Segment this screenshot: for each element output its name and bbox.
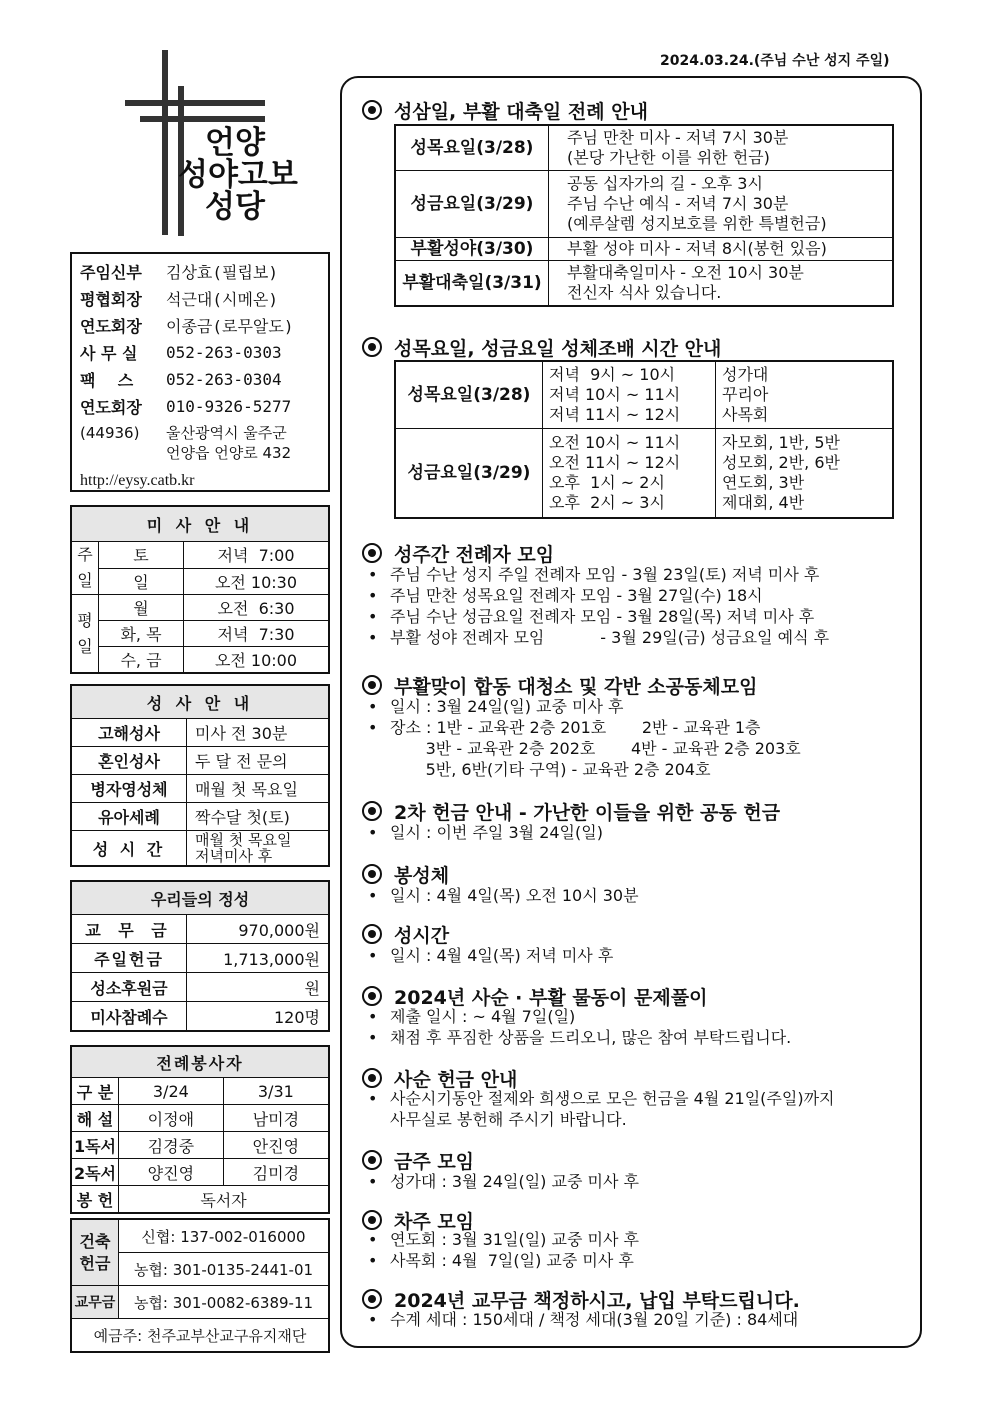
liturgy-detail: (예루살렘 성지보호를 위한 특별헌금) — [567, 214, 827, 233]
sacrament-name: 유아세례 — [71, 803, 187, 831]
logo-text-3: 성당 — [205, 189, 265, 225]
bullet-icon — [362, 864, 382, 884]
server-name: 독서자 — [119, 1186, 330, 1214]
servers-title: 전례봉사자 — [71, 1046, 329, 1078]
list-item: • 연도회 : 3월 31일(일) 교중 미사 후 • 사목회 : 4월 7일(일) 교중 미사 후 — [368, 1230, 639, 1270]
offering-value: 1,713,000원 — [187, 944, 330, 973]
liturgy-detail: 전신자 식사 있습니다. — [567, 283, 722, 302]
mass-day: 일 — [99, 568, 184, 595]
mass-time: 저녁 7:00 — [184, 542, 330, 569]
adoration-day: 성금요일(3/29) — [395, 429, 543, 519]
account-holder: 예금주: 천주교부산교구유지재단 — [71, 1319, 329, 1353]
section-title: 봉성체 — [362, 861, 449, 888]
offerings-title: 우리들의 정성 — [71, 881, 329, 915]
liturgy-detail: (본당 가난한 이를 위한 헌금) — [567, 148, 770, 167]
zip-code: (44936) — [80, 424, 140, 442]
offering-value: 원 — [187, 973, 330, 1002]
offering-name: 주일헌금 — [71, 944, 187, 973]
liturgy-detail: 공동 십자가의 길 - 오후 3시 — [567, 174, 763, 193]
info-label: 팩 스 — [80, 371, 134, 390]
sacrament-value: 저녁미사 후 — [195, 847, 273, 865]
liturgy-servers-table — [70, 1045, 330, 1214]
adoration-group: 꾸리아 — [722, 385, 769, 404]
logo-text-1: 언양 — [205, 125, 265, 161]
offering-name: 미사참례수 — [71, 1002, 187, 1032]
logo-text-2: 성야고보 — [178, 157, 298, 193]
mass-schedule-table — [70, 505, 330, 674]
list-item: • 일시 : 4월 4일(목) 오전 10시 30분 — [368, 886, 639, 905]
servers-head: 구 분 — [71, 1078, 119, 1105]
adoration-time: 저녁 10시 ~ 11시 — [549, 385, 681, 404]
mass-time: 저녁 7:30 — [184, 621, 330, 647]
bullet-icon — [362, 1150, 382, 1170]
adoration-table — [394, 360, 894, 519]
adoration-group: 사목회 — [722, 405, 769, 424]
bullet-icon — [362, 675, 382, 695]
triduum-table — [394, 124, 894, 307]
offerings-table — [70, 880, 330, 1032]
adoration-time: 오후 1시 ~ 2시 — [549, 473, 665, 492]
offering-name: 성소후원금 — [71, 973, 187, 1002]
liturgy-day: 부활성야(3/30) — [395, 238, 549, 261]
adoration-group: 성가대 — [722, 365, 769, 384]
account-number: 신협: 137-002-016000 — [119, 1219, 330, 1253]
info-label: 주임신부 — [80, 263, 142, 282]
server-name: 이정애 — [119, 1105, 224, 1132]
section-title: 성주간 전례자 모임 — [362, 540, 554, 567]
sacrament-name: 성 시 간 — [71, 831, 187, 867]
info-label: 연도회장 — [80, 398, 142, 417]
server-role: 봉 헌 — [71, 1186, 119, 1214]
bank-accounts-table — [70, 1218, 330, 1353]
bullet-icon — [362, 1210, 382, 1230]
liturgy-detail: 주님 수난 예식 - 저녁 7시 30분 — [567, 194, 789, 213]
sacrament-value: 두 달 전 문의 — [187, 747, 330, 775]
section-title: 성삼일, 부활 대축일 전례 안내 — [362, 97, 648, 124]
section-title: 사순 헌금 안내 — [362, 1065, 517, 1092]
adoration-day: 성목요일(3/28) — [395, 361, 543, 429]
sacrament-value: 미사 전 30분 — [187, 719, 330, 747]
adoration-time: 저녁 11시 ~ 12시 — [549, 405, 681, 424]
info-value: 010-9326-5277 — [166, 397, 292, 416]
sacraments-title: 성 사 안 내 — [71, 685, 329, 719]
bullet-icon — [362, 986, 382, 1006]
bullet-icon — [362, 100, 382, 120]
adoration-time: 오후 2시 ~ 3시 — [549, 493, 665, 512]
liturgy-day: 부활대축일(3/31) — [395, 261, 549, 307]
section-title: 성목요일, 성금요일 성체조배 시간 안내 — [362, 334, 721, 361]
list-item: • 일시 : 이번 주일 3월 24일(일) — [368, 823, 603, 842]
fax-number: 052-263-0304 — [166, 370, 282, 389]
info-value: 이종금(로무알도) — [166, 317, 294, 336]
section-title: 2차 헌금 안내 - 가난한 이들을 위한 공동 헌금 — [362, 798, 780, 825]
list-item: • 제출 일시 : ~ 4월 7일(일) • 채점 후 푸짐한 상품을 드리오니, 많은 참여 부탁드립니다. — [368, 1007, 792, 1047]
liturgy-detail: 부활 성야 미사 - 저녁 8시(봉헌 있음) — [549, 238, 894, 261]
building-fund-label: 헌금 — [79, 1253, 111, 1273]
mass-day: 토 — [99, 542, 184, 569]
list-item: • 수계 세대 : 150세대 / 책정 세대(3월 20일 기준) : 84세대 — [368, 1310, 799, 1329]
adoration-time: 오전 10시 ~ 11시 — [549, 433, 681, 452]
server-name: 남미경 — [223, 1105, 329, 1132]
bullet-icon — [362, 337, 382, 357]
sacraments-table — [70, 684, 330, 867]
sacrament-value: 매월 첫 목요일 — [187, 775, 330, 803]
info-value: 석근대(시메온) — [166, 290, 279, 309]
servers-head: 3/31 — [223, 1078, 329, 1105]
sacrament-value: 매월 첫 목요일 — [195, 831, 292, 849]
server-role: 2독서 — [71, 1159, 119, 1186]
account-number: 농협: 301-0135-2441-01 — [119, 1253, 330, 1286]
offering-value: 970,000원 — [187, 915, 330, 944]
tithe-label: 교무금 — [71, 1286, 119, 1319]
sunday-label: 주일 — [71, 542, 99, 595]
mass-time: 오전 6:30 — [184, 595, 330, 621]
mass-day: 수, 금 — [99, 647, 184, 674]
offering-value: 120명 — [187, 1002, 330, 1032]
section-title: 2024년 교무금 책정하시고, 납입 부탁드립니다. — [362, 1286, 800, 1313]
section-title: 차주 모임 — [362, 1207, 474, 1234]
bullet-icon — [362, 1289, 382, 1309]
info-label: 평협회장 — [80, 290, 142, 309]
adoration-group: 성모회, 2반, 6반 — [722, 453, 840, 472]
bullet-icon — [362, 924, 382, 944]
weekday-label: 평일 — [71, 595, 99, 674]
server-name: 김경중 — [119, 1132, 224, 1159]
bullet-icon — [362, 801, 382, 821]
section-title: 성시간 — [362, 921, 449, 948]
bullet-icon — [362, 1068, 382, 1088]
list-item: • 사순시기동안 절제와 희생으로 모은 헌금을 4월 21일(주일)까지 사무실로 봉헌해 주시기 바랍니다. — [368, 1089, 835, 1129]
liturgy-day: 성금요일(3/29) — [395, 171, 549, 238]
building-fund-label: 건축 — [79, 1231, 111, 1251]
office-phone: 052-263-0303 — [166, 343, 282, 362]
server-role: 해 설 — [71, 1105, 119, 1132]
account-number: 농협: 301-0082-6389-11 — [119, 1286, 330, 1319]
mass-day: 화, 목 — [99, 621, 184, 647]
parish-info-box — [70, 252, 330, 492]
info-label: 연도회장 — [80, 317, 142, 336]
server-name: 안진영 — [223, 1132, 329, 1159]
adoration-time: 저녁 9시 ~ 10시 — [549, 365, 676, 384]
mass-time: 오전 10:30 — [184, 568, 330, 595]
sacrament-name: 혼인성사 — [71, 747, 187, 775]
info-label: 사 무 실 — [80, 344, 138, 363]
offering-name: 교 무 금 — [71, 915, 187, 944]
list-item: • 일시 : 3월 24일(일) 교중 미사 후 • 장소 : 1반 - 교육관 2층 201호 2반 - 교육관 1층 3반 - 교육관 2층 202호 4반 - 교육관 2층 203호 5반, 6반(기타 구역) - 교육관 2층 204호 — [368, 697, 801, 779]
info-value: 김상효(필립보) — [166, 263, 279, 282]
sacrament-name: 고해성사 — [71, 719, 187, 747]
adoration-group: 연도회, 3반 — [722, 473, 805, 492]
list-item: • 주님 수난 성지 주일 전례자 모임 - 3월 23일(토) 저녁 미사 후 • 주님 만찬 성목요일 전례자 모임 - 3월 27일(수) 18시 • 주님 수난 성금요일 전례자 모임 - 3월 28일(목) 저녁 미사 후 • 부활 성야 전례자 모임 - 3월 29일(금) 성금요일 예식 후 — [368, 565, 830, 647]
bulletin-date: 2024.03.24.(주님 수난 성지 주일) — [660, 53, 890, 69]
mass-title: 미 사 안 내 — [71, 506, 329, 542]
website-link[interactable]: http://eysy.catb.kr — [80, 471, 195, 489]
address-line-2: 언양읍 언양로 432 — [166, 444, 292, 462]
adoration-group: 자모회, 1반, 5반 — [722, 433, 840, 452]
section-title: 금주 모임 — [362, 1147, 474, 1174]
section-title: 2024년 사순 · 부활 물동이 문제풀이 — [362, 983, 707, 1010]
mass-time: 오전 10:00 — [184, 647, 330, 674]
liturgy-detail: 주님 만찬 미사 - 저녁 7시 30분 — [567, 128, 789, 147]
list-item: • 성가대 : 3월 24일(일) 교중 미사 후 — [368, 1172, 639, 1191]
sacrament-value: 짝수달 첫(토) — [187, 803, 330, 831]
liturgy-detail: 부활대축일미사 - 오전 10시 30분 — [567, 263, 804, 282]
list-item: • 일시 : 4월 4일(목) 저녁 미사 후 — [368, 946, 614, 965]
server-name: 양진영 — [119, 1159, 224, 1186]
mass-day: 월 — [99, 595, 184, 621]
adoration-group: 제대회, 4반 — [722, 493, 805, 512]
bullet-icon — [362, 543, 382, 563]
server-name: 김미경 — [223, 1159, 329, 1186]
section-title: 부활맞이 합동 대청소 및 각반 소공동체모임 — [362, 672, 757, 699]
server-role: 1독서 — [71, 1132, 119, 1159]
address-line-1: 울산광역시 울주군 — [166, 424, 287, 442]
sacrament-name: 병자영성체 — [71, 775, 187, 803]
servers-head: 3/24 — [119, 1078, 224, 1105]
adoration-time: 오전 11시 ~ 12시 — [549, 453, 681, 472]
liturgy-day: 성목요일(3/28) — [395, 125, 549, 171]
